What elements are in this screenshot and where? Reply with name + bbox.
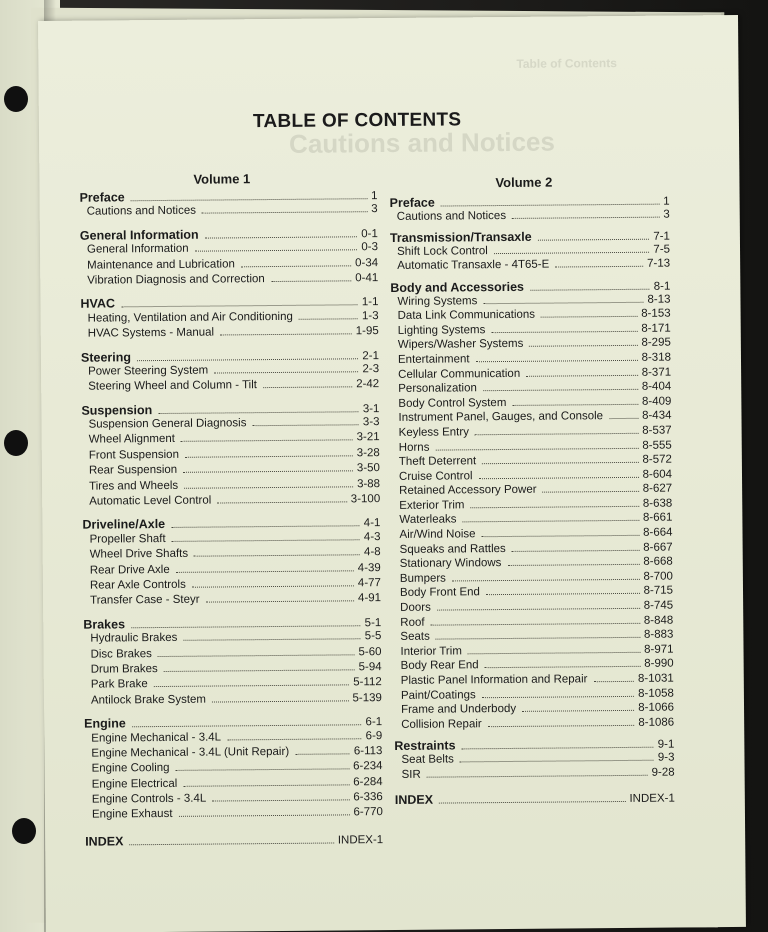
- binder-hole-bottom: [12, 818, 36, 844]
- page-number: 4-8: [363, 546, 381, 559]
- page-number: 6-9: [365, 729, 383, 742]
- page-number: 8-1: [653, 280, 671, 293]
- entry-title: Antilock Brake System: [90, 693, 207, 707]
- toc-entry: [395, 766, 675, 783]
- dot-leader: [439, 801, 625, 804]
- entry-title: Interior Trim: [400, 645, 462, 658]
- page-number: 8-537: [642, 424, 672, 437]
- page-number: 9-3: [657, 751, 675, 764]
- dot-leader: [435, 447, 638, 450]
- page-number: 3-21: [356, 431, 380, 444]
- entry-title: Hydraulic Brakes: [90, 632, 178, 645]
- dot-leader: [206, 601, 354, 603]
- entry-title: HVAC: [80, 296, 116, 312]
- entry-title: Wipers/Washer Systems: [397, 338, 524, 352]
- dot-leader: [437, 608, 640, 611]
- page-number: 0-3: [361, 241, 379, 254]
- entry-title: Preface: [389, 195, 435, 210]
- entry-title: Front Suspension: [88, 448, 179, 462]
- entry-title: Doors: [400, 601, 431, 614]
- dot-leader: [158, 411, 359, 414]
- page-number: 8-371: [641, 366, 672, 379]
- entry-title: Engine: [84, 716, 126, 731]
- page-number: 9-1: [657, 738, 675, 752]
- entry-title: Preface: [79, 190, 125, 205]
- page-number: INDEX-1: [629, 792, 675, 806]
- page-number: 3-1: [362, 402, 380, 415]
- page-number: 4-1: [363, 517, 381, 530]
- page-number: 6-284: [353, 775, 383, 789]
- dot-leader: [482, 535, 640, 537]
- entry-title: Vibration Diagnosis and Correction: [87, 273, 265, 287]
- entry-title: Restraints: [394, 738, 456, 754]
- entry-title: Engine Exhaust: [91, 808, 173, 822]
- dot-leader: [529, 345, 637, 347]
- entry-title: Wheel Alignment: [88, 433, 176, 447]
- page-number: 8-13: [647, 293, 671, 306]
- page-number: 4-91: [357, 592, 382, 605]
- entry-title: Frame and Underbody: [400, 703, 517, 717]
- toc-index: [395, 791, 675, 808]
- entry-title: Engine Mechanical - 3.4L: [91, 730, 222, 745]
- page-number: 8-434: [642, 409, 672, 423]
- dot-leader: [555, 266, 643, 268]
- dot-leader: [482, 695, 634, 697]
- dot-leader: [452, 579, 640, 582]
- entry-title: Plastic Panel Information and Repair: [400, 673, 588, 687]
- entry-title: Engine Mechanical - 3.4L (Unit Repair): [91, 745, 290, 760]
- toc-entry: [80, 272, 378, 290]
- entry-title: Cellular Communication: [398, 367, 521, 381]
- dot-leader: [212, 799, 349, 801]
- page-number: 1-95: [355, 325, 379, 338]
- dot-leader: [171, 526, 360, 529]
- page-number: 6-234: [353, 760, 383, 773]
- page-number: 8-1086: [638, 716, 675, 729]
- page-number: 2-42: [356, 378, 380, 391]
- page-number: 5-1: [364, 616, 382, 629]
- dot-leader: [541, 316, 637, 318]
- page-number: 8-990: [644, 657, 674, 671]
- page-title: TABLE OF CONTENTS: [252, 109, 462, 133]
- dot-leader: [131, 625, 361, 628]
- page-number: 9-28: [651, 766, 675, 779]
- binder-hole-middle: [4, 430, 28, 456]
- entry-title: General Information: [86, 242, 189, 256]
- entry-title: Entertainment: [397, 353, 470, 366]
- dot-leader: [295, 753, 350, 754]
- dot-leader: [543, 491, 639, 493]
- page-number: 5-60: [358, 645, 382, 658]
- entry-title: Drum Brakes: [90, 662, 158, 676]
- dot-leader: [485, 666, 641, 668]
- entry-title: Cautions and Notices: [396, 209, 507, 223]
- entry-title: Rear Drive Axle: [89, 563, 170, 577]
- page-number: 8-971: [644, 643, 674, 656]
- dot-leader: [526, 374, 638, 376]
- entry-title: Collision Repair: [401, 717, 482, 731]
- dot-leader: [202, 212, 367, 214]
- dot-leader: [176, 769, 350, 772]
- toc-entry: [84, 692, 382, 710]
- entry-title: Lighting Systems: [397, 323, 486, 337]
- entry-title: Rear Suspension: [88, 464, 178, 477]
- entry-title: Transfer Case - Steyr: [90, 594, 200, 607]
- toc-index: [85, 832, 383, 850]
- entry-title: Steering: [80, 349, 132, 365]
- dot-leader: [522, 710, 634, 712]
- page-number: 6-770: [353, 806, 383, 819]
- entry-title: Power Steering System: [88, 364, 209, 378]
- entry-title: Theft Deterrent: [398, 455, 477, 469]
- toc-entry: [80, 203, 378, 221]
- page-number: 7-5: [653, 243, 671, 256]
- page-number: 8-555: [642, 439, 672, 452]
- dot-leader: [183, 638, 360, 641]
- entry-title: Keyless Entry: [398, 426, 469, 439]
- entry-title: Waterleaks: [399, 513, 457, 527]
- dot-leader: [593, 681, 634, 682]
- page-number: 1: [371, 190, 378, 203]
- dot-leader: [460, 760, 654, 763]
- dot-leader: [470, 506, 638, 508]
- dot-leader: [483, 301, 643, 303]
- page-number: 4-39: [357, 561, 381, 574]
- entry-title: Transmission/Transaxle: [389, 229, 532, 246]
- dot-leader: [212, 700, 349, 702]
- page-number: 8-572: [642, 453, 672, 466]
- entry-title: Air/Wind Noise: [399, 528, 476, 541]
- page-number: 8-627: [642, 482, 673, 496]
- entry-title: Disc Brakes: [90, 647, 152, 661]
- page-number: 3-88: [356, 477, 381, 490]
- dot-leader: [205, 236, 358, 238]
- entry-title: Brakes: [83, 617, 126, 632]
- entry-title: Shift Lock Control: [396, 244, 488, 258]
- dot-leader: [436, 637, 640, 640]
- page-number: 3-100: [350, 493, 381, 506]
- entry-title: Seats: [400, 630, 430, 644]
- page-number: 3-50: [356, 462, 380, 475]
- entry-title: Suspension General Diagnosis: [88, 417, 247, 431]
- dot-leader: [172, 539, 360, 542]
- page-number: 8-661: [642, 512, 673, 525]
- page-number: 2-1: [362, 349, 379, 362]
- page-number: 8-745: [643, 599, 674, 612]
- entry-title: Engine Cooling: [91, 762, 170, 775]
- dot-leader: [241, 265, 351, 267]
- page-number: 8-638: [642, 497, 673, 510]
- entry-title: Suspension: [81, 402, 153, 418]
- page-number: 5-112: [353, 676, 382, 689]
- entry-title: Exterior Trim: [399, 499, 465, 512]
- dot-leader: [195, 249, 358, 251]
- dot-leader: [176, 570, 354, 573]
- volume-2-column: [390, 194, 675, 809]
- page-number: 8-153: [641, 307, 671, 320]
- dot-leader: [476, 360, 638, 362]
- dot-leader: [512, 216, 659, 218]
- toc-entry: [82, 493, 380, 511]
- dot-leader: [494, 252, 650, 254]
- dot-leader: [462, 747, 654, 750]
- page-number: 8-667: [643, 541, 673, 554]
- volume-1-column: [79, 188, 383, 849]
- binder-hole-top: [4, 86, 28, 112]
- page-number: 8-295: [641, 336, 671, 350]
- entry-title: Tires and Wheels: [89, 479, 179, 493]
- dot-leader: [475, 433, 638, 435]
- dot-leader: [462, 520, 638, 523]
- dot-leader: [181, 440, 353, 442]
- volume-1-heading: Volume 1: [193, 171, 251, 187]
- entry-title: HVAC Systems - Manual: [87, 326, 215, 340]
- page-number: 7-13: [647, 257, 671, 271]
- toc-entry: [394, 716, 674, 733]
- dot-leader: [263, 387, 352, 389]
- dot-leader: [441, 204, 659, 207]
- page-number: 8-1031: [637, 672, 674, 685]
- toc-entry: [390, 258, 670, 275]
- dot-leader: [185, 455, 353, 457]
- dot-leader: [512, 404, 638, 406]
- entry-title: INDEX: [394, 792, 434, 808]
- entry-title: Cruise Control: [398, 469, 473, 483]
- page-number: 0-41: [355, 272, 379, 285]
- volume-2-heading: Volume 2: [495, 174, 553, 191]
- entry-title: General Information: [79, 227, 199, 243]
- page-number: 8-1058: [638, 687, 674, 700]
- entry-title: Instrument Panel, Gauges, and Console: [398, 410, 604, 425]
- page-number: 3: [371, 203, 378, 216]
- dot-leader: [512, 549, 639, 551]
- toc-entry: [83, 592, 381, 610]
- page-number: 1-1: [361, 296, 379, 309]
- page-number: 5-139: [352, 691, 382, 705]
- page-number: 6-113: [353, 744, 383, 758]
- page-number: 0-34: [355, 256, 379, 269]
- page-number: 8-668: [643, 555, 673, 569]
- entry-title: Engine Electrical: [91, 777, 178, 791]
- page-number: 6-336: [353, 791, 383, 804]
- entry-title: Cautions and Notices: [86, 205, 197, 219]
- entry-title: Wheel Drive Shafts: [89, 547, 189, 561]
- dot-leader: [183, 784, 349, 786]
- toc-entry: [81, 325, 379, 343]
- entry-title: Rear Axle Controls: [89, 578, 186, 592]
- dot-leader: [482, 462, 638, 464]
- dot-leader: [483, 389, 638, 391]
- entry-title: Body Rear End: [400, 659, 479, 673]
- dot-leader: [121, 305, 358, 308]
- entry-title: Paint/Coatings: [400, 688, 476, 702]
- dot-leader: [227, 738, 362, 740]
- entry-title: Wiring Systems: [397, 294, 478, 308]
- dot-leader: [214, 371, 358, 373]
- dot-leader: [194, 554, 360, 556]
- dot-leader: [183, 471, 353, 473]
- dot-leader: [158, 654, 355, 657]
- page-number: 8-409: [641, 395, 672, 408]
- entry-title: SIR: [401, 768, 421, 781]
- faded-bleed-through-title: Cautions and Notices: [288, 126, 556, 159]
- entry-title: Engine Controls - 3.4L: [91, 792, 207, 806]
- faded-running-head: Table of Contents: [516, 56, 617, 71]
- dot-leader: [252, 424, 358, 426]
- entry-title: Bumpers: [399, 572, 446, 585]
- toc-entry: [390, 208, 670, 225]
- dot-leader: [530, 289, 650, 291]
- page-number: 3: [663, 208, 670, 221]
- entry-title: Automatic Level Control: [89, 494, 212, 508]
- entry-title: Roof: [400, 616, 425, 629]
- page-number: 5-94: [358, 661, 382, 674]
- page-number: 5-5: [364, 630, 382, 643]
- entry-title: Park Brake: [90, 678, 148, 691]
- entry-title: Propeller Shaft: [89, 532, 166, 546]
- dot-leader: [132, 724, 362, 727]
- entry-title: Body Front End: [399, 586, 480, 600]
- page-number: 8-404: [641, 380, 672, 393]
- page-number: 0-1: [361, 227, 378, 241]
- dot-leader: [164, 669, 355, 672]
- toc-entry: [85, 807, 383, 825]
- page-number: 1: [663, 195, 670, 208]
- entry-title: Data Link Communications: [397, 308, 536, 323]
- entry-title: Body Control System: [398, 396, 507, 410]
- dot-leader: [486, 593, 640, 595]
- entry-title: Maintenance and Lubrication: [87, 257, 235, 272]
- page-number: 8-318: [641, 351, 672, 364]
- entry-title: Driveline/Axle: [82, 517, 166, 533]
- dot-leader: [192, 585, 354, 587]
- dot-leader: [431, 622, 640, 625]
- dot-leader: [507, 564, 639, 566]
- dot-leader: [488, 725, 635, 727]
- entry-title: INDEX: [85, 834, 124, 849]
- page-number: 8-604: [642, 468, 673, 481]
- entry-title: Automatic Transaxle - 4T65-E: [397, 258, 550, 273]
- dot-leader: [217, 501, 346, 503]
- entry-title: Horns: [398, 441, 430, 454]
- dot-leader: [468, 652, 640, 655]
- dot-leader: [271, 280, 351, 282]
- page-number: INDEX-1: [337, 833, 384, 847]
- dot-leader: [184, 486, 353, 488]
- page-number: 3-28: [356, 446, 380, 460]
- dot-leader: [538, 239, 650, 241]
- dot-leader: [154, 685, 350, 688]
- page-number: 1-3: [361, 309, 379, 322]
- entry-title: Retained Accessory Power: [399, 484, 537, 498]
- dot-leader: [220, 333, 352, 335]
- page-number: 6-1: [365, 716, 383, 729]
- toc-entry: [81, 378, 379, 396]
- entry-title: Body and Accessories: [390, 279, 525, 295]
- dot-leader: [609, 418, 638, 419]
- entry-title: Personalization: [398, 382, 477, 396]
- page-number: 3-3: [362, 416, 380, 429]
- page-number: 8-715: [643, 584, 674, 598]
- entry-title: Seat Belts: [401, 753, 454, 766]
- page-number: 8-664: [643, 526, 673, 539]
- dot-leader: [137, 358, 358, 361]
- dot-leader: [299, 318, 358, 320]
- dot-leader: [131, 198, 367, 201]
- page-number: 4-77: [357, 577, 381, 590]
- toc-page: [38, 15, 746, 932]
- dot-leader: [427, 774, 648, 777]
- dot-leader: [129, 842, 333, 845]
- dot-leader: [479, 477, 639, 479]
- dot-leader: [491, 331, 637, 333]
- page-number: 2-3: [362, 362, 380, 376]
- entry-title: Steering Wheel and Column - Tilt: [88, 379, 258, 393]
- entry-title: Heating, Ventilation and Air Conditioning: [87, 310, 293, 325]
- page-number: 8-883: [643, 628, 674, 642]
- page-number: 4-3: [363, 530, 381, 544]
- dot-leader: [179, 815, 350, 817]
- entry-title: Squeaks and Rattles: [399, 542, 506, 556]
- page-number: 8-171: [641, 322, 671, 335]
- page-number: 8-848: [643, 614, 674, 627]
- page-number: 8-1066: [638, 701, 675, 715]
- entry-title: Stationary Windows: [399, 557, 502, 571]
- page-number: 8-700: [643, 570, 673, 583]
- page-number: 7-1: [653, 230, 670, 243]
